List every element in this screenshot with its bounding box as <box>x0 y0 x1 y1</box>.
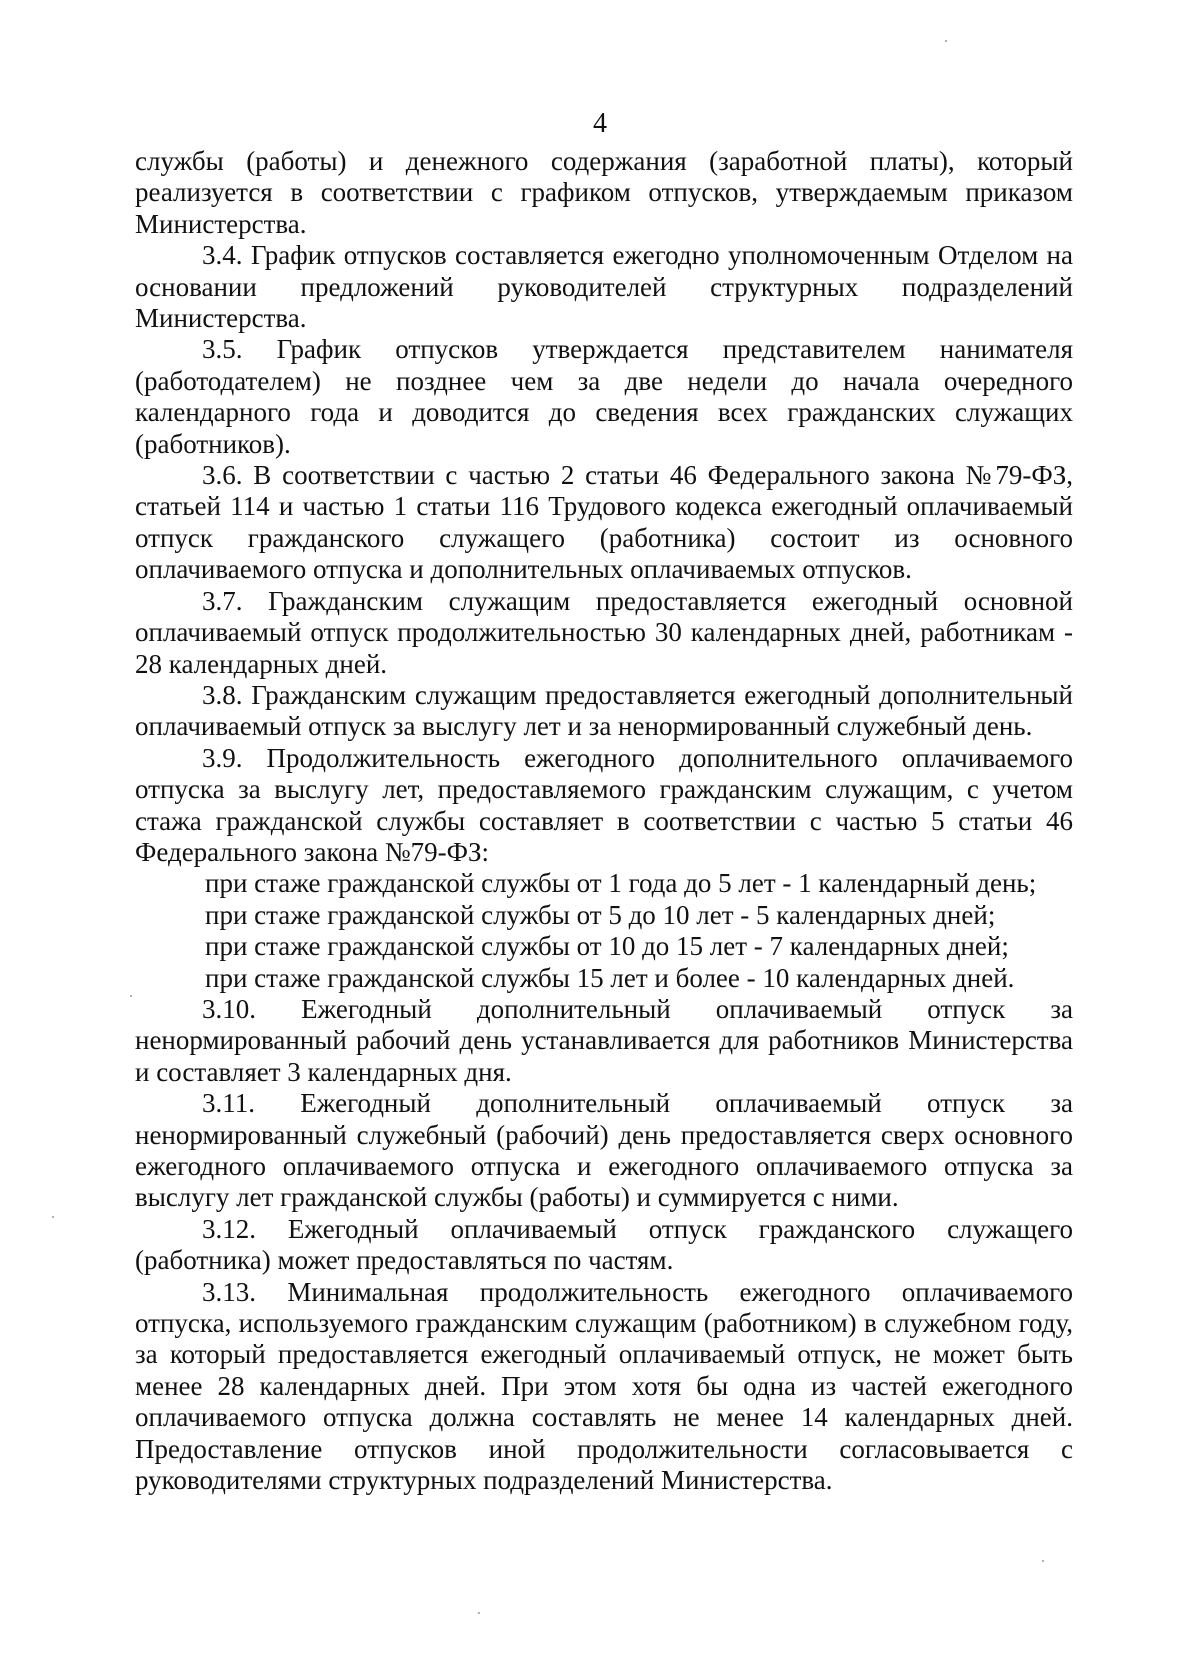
paragraph-3-4: 3.4. График отпусков составляется ежегодно уполномоченным Отделом на основании предложений руководителей структурных подразделений Министерства. <box>135 240 1073 334</box>
paragraph-3-8: 3.8. Гражданским служащим предоставляется ежегодный дополнительный оплачиваемый отпуск за выслугу лет и за ненормированный служебный день. <box>135 679 1073 742</box>
scan-speck <box>478 1612 480 1614</box>
scan-speck <box>1042 1560 1044 1562</box>
paragraph-3-11: 3.11. Ежегодный дополнительный оплачиваемый отпуск за ненормированный служебный (рабочий) день предоставляется сверх основного ежегодного оплачиваемого отпуска и ежегодного оплачиваемого отпуска за выслугу лет гражданской службы (работы) и суммируется с ними. <box>135 1088 1073 1213</box>
scan-speck <box>130 995 132 997</box>
paragraph-3-5: 3.5. График отпусков утверждается представителем нанимателя (работодателем) не позднее чем за две недели до начала очередного календарного года и доводится до сведения всех гражданских служащих (работников). <box>135 334 1073 459</box>
paragraph-3-6: 3.6. В соответствии с частью 2 статьи 46 Федерального закона №79-ФЗ, статьей 114 и частью 1 статьи 116 Трудового кодекса ежегодный оплачиваемый отпуск гражданского служащего (работника) состоит из основного оплачиваемого отпуска и дополнительных оплачиваемых отпусков. <box>135 460 1073 585</box>
paragraph-3-12: 3.12. Ежегодный оплачиваемый отпуск гражданского служащего (работника) может предоставляться по частям. <box>135 1213 1073 1276</box>
document-body <box>135 146 1073 1496</box>
paragraph-3-9: 3.9. Продолжительность ежегодного дополнительного оплачиваемого отпуска за выслугу лет, предоставляемого гражданским служащим, с учетом стажа гражданской службы составляет в соответствии с частью 5 статьи 46 Федерального закона №79-ФЗ: <box>135 742 1073 867</box>
scan-speck <box>52 1216 54 1218</box>
paragraph-3-13: 3.13. Минимальная продолжительность ежегодного оплачиваемого отпуска, используемого гражданским служащим (работником) в служебном году, за который предоставляется ежегодный оплачиваемый отпуск, не может быть менее 28 календарных дней. При этом хотя бы одна из частей ежегодного оплачиваемого отпуска должна составлять не менее 14 календарных дней. Предоставление отпусков иной продолжительности согласовывается с руководителями структурных подразделений Министерства. <box>135 1276 1073 1496</box>
list-item: при стаже гражданской службы от 10 до 15 лет - 7 календарных дней; <box>205 931 1009 962</box>
list-item: при стаже гражданской службы 15 лет и более - 10 календарных дней. <box>205 962 1015 993</box>
paragraph-continuation: службы (работы) и денежного содержания (заработной платы), который реализуется в соответствии с графиком отпусков, утверждаемым приказом Министерства. <box>135 146 1073 239</box>
service-length-list <box>135 868 1073 994</box>
list-item: при стаже гражданской службы от 5 до 10 лет - 5 календарных дней; <box>205 899 996 930</box>
page-number: 4 <box>593 108 607 139</box>
paragraph-3-7: 3.7. Гражданским служащим предоставляется ежегодный основной оплачиваемый отпуск продолжительностью 30 календарных дней, работникам - 28 календарных дней. <box>135 585 1073 679</box>
list-item: при стаже гражданской службы от 1 года до 5 лет - 1 календарный день; <box>205 868 1037 899</box>
scan-speck <box>945 40 947 42</box>
paragraph-3-10: 3.10. Ежегодный дополнительный оплачиваемый отпуск за ненормированный рабочий день устанавливается для работников Министерства и составляет 3 календарных дня. <box>135 993 1073 1087</box>
